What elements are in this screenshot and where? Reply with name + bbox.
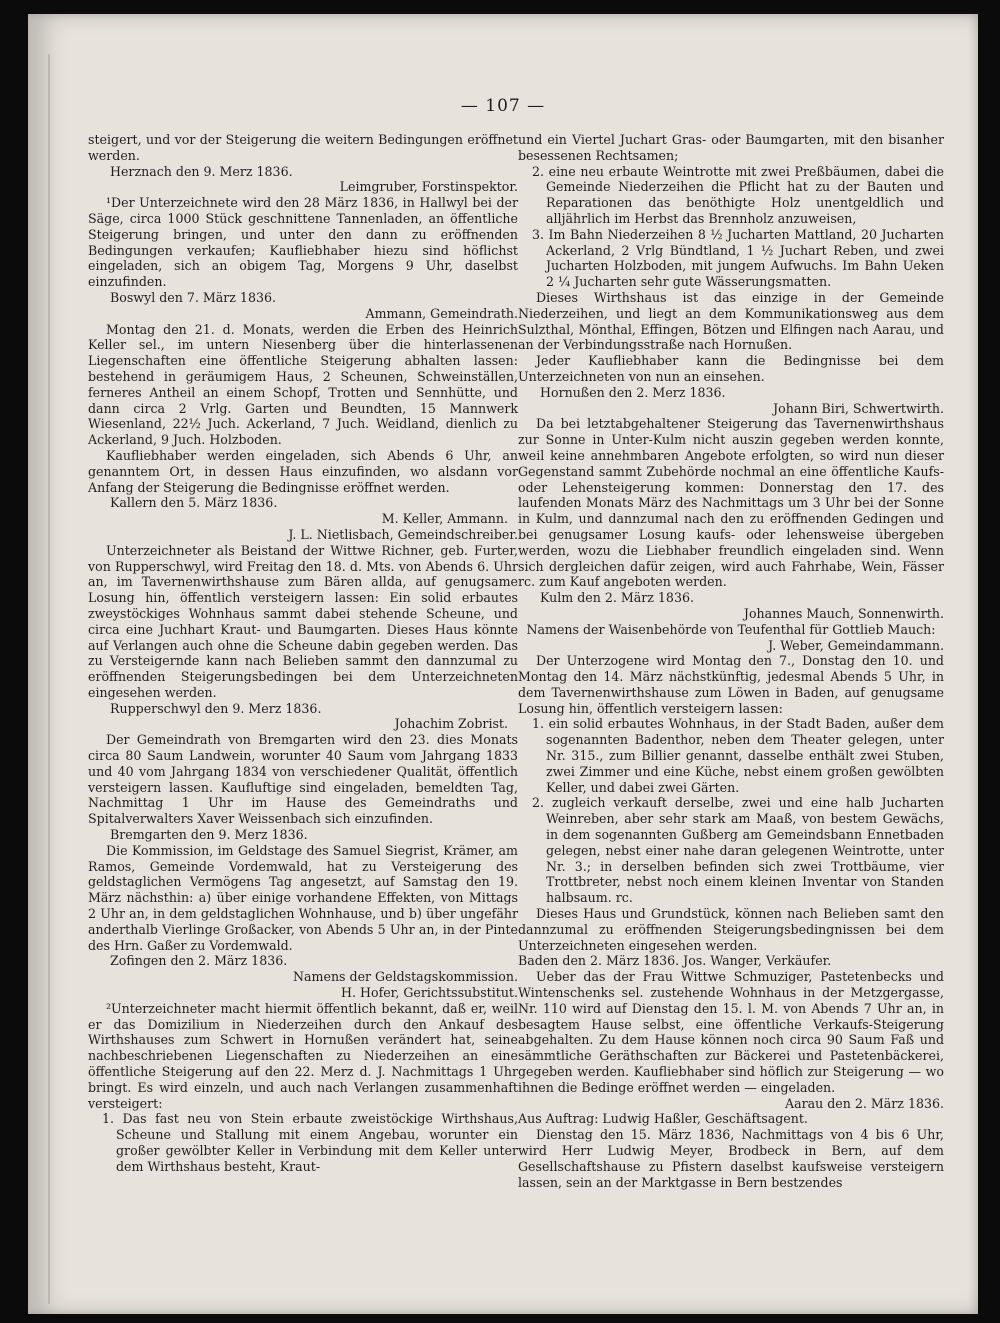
left-block-8: Kaufliebhaber werden eingeladen, sich Abends 6 Uhr, an genanntem Ort, in dessen Haus einzufinden, wo alsdann vor Anfang der Steigerung die Bedingnisse eröffnet werden. bbox=[88, 447, 518, 495]
right-block-3: 3. Im Bahn Niederzeihen 8 ½ Jucharten Mattland, 20 Jucharten Ackerland, 2 Vrlg Bündtland, 1 ½ Juchart Reben, und zwei Jucharten Holzboden, mit jungem Aufwuchs. Im Bahn Ueken 2 ¼ Jucharten sehr gute Wässerungsmatten. bbox=[532, 226, 944, 290]
right-block-20: Aus Auftrag: Ludwig Haßler, Geschäftsagent. bbox=[518, 1111, 808, 1127]
left-block-10: M. Keller, Ammann. bbox=[381, 511, 508, 527]
left-block-15: Der Gemeindrath von Bremgarten wird den 23. dies Monats circa 80 Saum Landwein, worunter 40 Saum vom Jahrgang 1833 und 40 vom Jahrgang 1834 von verschiedener Qualität, öffentlich versteigern lassen. Kaufluftige sind eingeladen, bemeldten Tag, Nachmittag 1 Uhr im Hause des Gemeindraths und Spitalverwalters Xaver Weissenbach sich einzufinden. bbox=[88, 732, 518, 827]
left-block-18: Zofingen den 2. März 1836. bbox=[110, 953, 288, 969]
right-block-17: Baden den 2. März 1836. Jos. Wanger, Verkäufer. bbox=[518, 953, 832, 969]
right-block-8: Da bei letztabgehaltener Steigerung das Tavernenwirthshaus zur Sonne in Unter-Kulm nicht auszin gegeben werden konnte, weil keine annehmbaren Angebote erfolgten, so wird nun dieser Gegenstand sammt Zubehörde nochmal an eine öffentliche Kaufs- oder Lehensteigerung kommen: Donnerstag den 17. des laufenden Monats März des Nachmittags um 3 Uhr bei der Sonne in Kulm, und dannzumal nach den zu eröffnenden Gedingen und bei genugsamer Losung kaufs- oder lehensweise übergeben werden, wozu die Liebhaber freundlich eingeladen sind. Wenn sich dergleichen dafür zeigen, wird auch Fahrhabe, Wein, Fässer rc. zum Kauf angeboten werden. bbox=[518, 416, 944, 590]
right-block-7: Johann Biri, Schwertwirth. bbox=[773, 400, 944, 416]
left-block-6: Ammann, Gemeindrath. bbox=[365, 305, 518, 321]
left-block-11: J. L. Nietlisbach, Gemeindschreiber. bbox=[288, 526, 518, 542]
left-block-12: Unterzeichneter als Beistand der Wittwe Richner, geb. Furter, von Rupperschwyl, wird Freitag den 18. d. Mts. von Abends 6. Uhr an, im Tavernenwirthshause zum Bären allda, auf genugsame Losung hin, öffentlich versteigern lassen: Ein solid erbautes zweystöckiges Wohnhaus sammt dabei stehende Scheune, und circa eine Juchhart Kraut- und Baumgarten. Dieses Haus könnte auf Verlangen auch ohne die Scheune dabin gegeben werden. Das zu Versteigernde kann nach Belieben sammt den dannzumal zu eröffnenden Steigerungsbedingen bei dem Unterzeichneten eingesehen werden. bbox=[88, 542, 518, 700]
right-block-11: Namens der Waisenbehörde von Teufenthal für Gottlieb Mauch: bbox=[526, 621, 936, 637]
left-block-9: Kallern den 5. März 1836. bbox=[110, 495, 278, 511]
left-block-7: Montag den 21. d. Monats, werden die Erben des Heinrich Keller sel., im untern Niesenberg über die hinterlassenen Liegenschaften eine öffentliche Steigerung abhalten lassen: bestehend in geräumigem Haus, 2 Scheunen, Schweinställen, ferneres Antheil an einem Schopf, Trotten und Sennhütte, und dann circa 2 Vrlg. Garten und Beundten, 15 Mannwerk Wiesenland, 22½ Juch. Ackerland, 7 Juch. Weidland, dienlich zu Ackerland, 9 Juch. Holzboden. bbox=[88, 321, 518, 448]
left-block-1: steigert, und vor der Steigerung die weitern Bedingungen eröffnet werden. bbox=[88, 132, 518, 163]
right-block-6: Hornußen den 2. Merz 1836. bbox=[540, 384, 726, 400]
newspaper-page bbox=[28, 14, 978, 1314]
right-block-15: 2. zugleich verkauft derselbe, zwei und eine halb Jucharten Weinreben, aber sehr stark am Maaß, von bestem Gewächs, in dem sogenannten Gußberg am Gemeindsbann Ennetbaden gelegen, nebst einer nahe daran gelegenen Weintrotte, unter Nr. 3.; in derselben befinden sich zwei Trottbäume, vier Trottbreter, nebst noch einem kleinen Inventar von Standen halbsaum. rc. bbox=[532, 795, 944, 906]
right-block-5: Jeder Kaufliebhaber kann die Bedingnisse bei dem Unterzeichneten von nun an einsehen. bbox=[518, 353, 944, 384]
right-block-21: Dienstag den 15. März 1836, Nachmittags von 4 bis 6 Uhr, wird Herr Ludwig Meyer, Brodbeck in Bern, auf dem Gesellschaftshause zu Pfistern daselbst kaufsweise versteigern lassen, sein an der Marktgasse in Bern bestzendes bbox=[518, 1127, 944, 1190]
left-block-21: ²Unterzeichneter macht hiermit öffentlich bekannt, daß er, weil er das Domizilium in Niederzeihen durch den Ankauf des Wirthshauses zum Schwert in Hornußen verändert hat, seine nachbeschriebenen Liegenschaften zu Niederzeihen an eine öffentliche Steigerung auf den 22. Merz d. J. Nachmittags 1 Uhr bringt. Es wird einzeln, und auch nach Verlangen zusammenhaft versteigert: bbox=[88, 1000, 518, 1111]
left-block-20: H. Hofer, Gerichtssubstitut. bbox=[341, 985, 518, 1001]
right-block-9: Kulm den 2. März 1836. bbox=[540, 590, 694, 606]
right-block-16: Dieses Haus und Grundstück, können nach Belieben samt den dannzumal zu eröffnenden Steigerungsbedingnissen bei dem Unterzeichneten eingesehen werden. bbox=[518, 906, 944, 953]
right-block-1: und ein Viertel Juchart Gras- oder Baumgarten, mit den bisanher besessenen Rechtsamen; bbox=[518, 132, 944, 163]
left-block-5: Boswyl den 7. März 1836. bbox=[110, 289, 276, 305]
right-block-19: Aarau den 2. März 1836. bbox=[784, 1095, 944, 1111]
left-block-19: Namens der Geldstagskommission. bbox=[293, 969, 518, 985]
left-block-13: Rupperschwyl den 9. Merz 1836. bbox=[110, 700, 322, 716]
left-block-14: Johachim Zobrist. bbox=[394, 716, 508, 732]
left-block-4: ¹Der Unterzeichnete wird den 28 März 1836, in Hallwyl bei der Säge, circa 1000 Stück geschnittene Tannenladen, an öffentliche Steigerung bringen, und unter den dann zu eröffnenden Bedingungen verkaufen; Kaufliebhaber hiezu sind höflichst eingeladen, sich an obigem Tag, Morgens 9 Uhr, daselbst einzufinden. bbox=[88, 195, 518, 290]
page-gutter bbox=[48, 54, 50, 1304]
left-block-2: Herznach den 9. Merz 1836. bbox=[110, 163, 293, 179]
right-block-10: Johannes Mauch, Sonnenwirth. bbox=[743, 605, 944, 621]
left-block-16: Bremgarten den 9. Merz 1836. bbox=[110, 827, 308, 843]
right-column bbox=[518, 132, 944, 1190]
right-block-14: 1. ein solid erbautes Wohnhaus, in der Stadt Baden, außer dem sogenannten Badenthor, neben dem Theater gelegen, unter Nr. 315., zum Billier genannt, dasselbe enthält zwei Stuben, zwei Zimmer und eine Küche, nebst einem großen gewölbten Keller, und dabei zwei Gärten. bbox=[532, 716, 944, 795]
right-block-2: 2. eine neu erbaute Weintrotte mit zwei Preßbäumen, dabei die Gemeinde Niederzeihen die Pflicht hat zu der Bauten und Reparationen das benöthigte Holz unentgeldlich und alljährlich im Herbst das Brennholz anzuweisen, bbox=[532, 163, 944, 226]
left-block-17: Die Kommission, im Geldstage des Samuel Siegrist, Krämer, am Ramos, Gemeinde Vordemwald, hat zu Versteigerung des geldstaglichen Vermögens Tag angesetzt, auf Samstag den 19. März nächsthin: a) über einige vorhandene Effekten, von Mittags 2 Uhr an, in dem geldstaglichen Wohnhause, und b) über ungefähr anderthalb Vierlinge Großacker, von Abends 5 Uhr an, in der Pinte des Hrn. Gaßer zu Vordemwald. bbox=[88, 842, 518, 953]
left-block-22: 1. Das fast neu von Stein erbaute zweistöckige Wirthshaus, Scheune und Stallung mit einem Angebau, worunter ein großer gewölbter Keller in Verbindung mit dem Keller unter dem Wirthshaus besteht, Kraut- bbox=[102, 1111, 518, 1174]
left-column bbox=[88, 132, 518, 1175]
left-block-3: Leimgruber, Forstinspektor. bbox=[339, 179, 518, 195]
page-number: — 107 — bbox=[460, 96, 546, 116]
right-block-4: Dieses Wirthshaus ist das einzige in der Gemeinde Niederzeihen, und liegt an dem Kommunikationsweg aus dem Sulzthal, Mönthal, Effingen, Bötzen und Elfingen nach Aarau, und an der Verbindungsstraße nach Hornußen. bbox=[518, 289, 944, 353]
right-block-13: Der Unterzogene wird Montag den 7., Donstag den 10. und Montag den 14. März nächstkünftig, jedesmal Abends 5 Uhr, in dem Tavernenwirthshause zum Löwen in Baden, auf genugsame Losung hin, öffentlich versteigern lassen: bbox=[518, 653, 944, 716]
right-block-18: Ueber das der Frau Wittwe Schmuziger, Pastetenbecks und Wintenschenks sel. zustehende Wohnhaus in der Metzgergasse, Nr. 110 wird auf Dienstag den 15. l. M. von Abends 7 Uhr an, in besagtem Hause selbst, eine öffentliche Verkaufs-Steigerung abgehalten. Zu dem Hause können noch circa 90 Saum Faß und sämmtliche Geräthschaften zur Bäckerei und Pastetenbäckerei, gegeben werden. Kaufliebhaber sind höflich zur Steigerung — wo ihnen die Bedinge eröffnet werden — eingeladen. bbox=[518, 969, 944, 1095]
right-block-12: J. Weber, Gemeindammann. bbox=[768, 637, 944, 653]
